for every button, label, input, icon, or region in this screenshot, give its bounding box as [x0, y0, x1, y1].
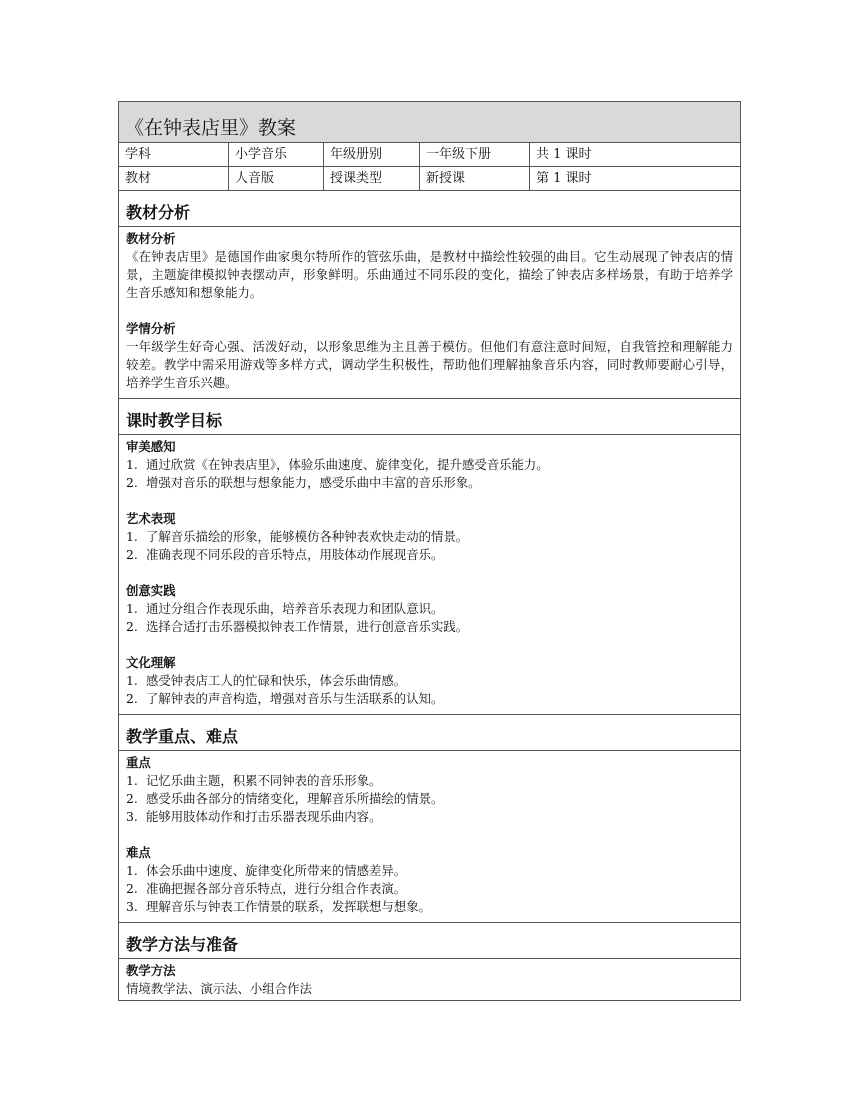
- info-row-1: [119, 143, 740, 167]
- info-cell: 学科: [119, 143, 229, 166]
- subsection-title: 文化理解: [126, 655, 176, 670]
- section-body-goals: [119, 435, 740, 715]
- subsection-title: 艺术表现: [126, 511, 176, 526]
- list-item: 2. 增强对音乐的联想与想象能力，感受乐曲中丰富的音乐形象。: [126, 475, 481, 490]
- section-heading-methods: [119, 923, 740, 959]
- info-cell: 第 1 课时: [536, 171, 592, 186]
- list-item: 3. 能够用肢体动作和打击乐器表现乐曲内容。: [126, 809, 382, 824]
- page-title: 《在钟表店里》教案: [125, 117, 297, 139]
- info-row-2: [119, 167, 740, 191]
- list-item: 2. 感受乐曲各部分的情绪变化，理解音乐所描绘的情景。: [126, 791, 444, 806]
- list-item: 1. 记忆乐曲主题，积累不同钟表的音乐形象。: [126, 773, 382, 788]
- subsection-title: 难点: [126, 845, 151, 860]
- lesson-plan-table: [118, 101, 741, 1001]
- title-bar: [119, 102, 740, 143]
- section-title: 教学方法与准备: [126, 935, 239, 954]
- paragraph: 《在钟表店里》是德国作曲家奥尔特所作的管弦乐曲，是教材中描绘性较强的曲目。它生动展现了钟表店的情景，主题旋律模拟钟表摆动声，形象鲜明。乐曲通过不同乐段的变化，描绘了钟表店多样场景，有助于培养学生音乐感知和想象能力。: [126, 249, 733, 300]
- section-title: 教材分析: [126, 203, 191, 222]
- subsection-title: 审美感知: [126, 439, 176, 454]
- info-cell: 一年级下册: [420, 143, 530, 166]
- info-cell: 授课类型: [324, 167, 420, 190]
- subsection-title: 教材分析: [126, 231, 176, 246]
- info-cell: 人音版: [229, 167, 324, 190]
- subsection-title: 重点: [126, 755, 151, 770]
- info-cell: 共 1 课时: [536, 147, 592, 162]
- subsection-title: 教学方法: [126, 963, 176, 978]
- list-item: 2. 了解钟表的声音构造，增强对音乐与生活联系的认知。: [126, 691, 444, 706]
- section-body-key-points: [119, 751, 740, 923]
- section-title: 教学重点、难点: [126, 727, 239, 746]
- info-cell: 小学音乐: [229, 143, 324, 166]
- list-item: 3. 理解音乐与钟表工作情景的联系，发挥联想与想象。: [126, 899, 431, 914]
- list-item: 1. 了解音乐描绘的形象，能够模仿各种钟表欢快走动的情景。: [126, 529, 469, 544]
- list-item: 1. 体会乐曲中速度、旋律变化所带来的情感差异。: [126, 863, 407, 878]
- subsection-title: 学情分析: [126, 321, 176, 336]
- section-heading-analysis: [119, 191, 740, 227]
- info-cell: 新授课: [420, 167, 530, 190]
- section-heading-goals: [119, 399, 740, 435]
- list-item: 1. 通过欣赏《在钟表店里》，体验乐曲速度、旋律变化，提升感受音乐能力。: [126, 457, 549, 472]
- list-item: 2. 准确把握各部分音乐特点，进行分组合作表演。: [126, 881, 407, 896]
- paragraph: 一年级学生好奇心强、活泼好动，以形象思维为主且善于模仿。但他们有意注意时间短，自我管控和理解能力较差。教学中需采用游戏等多样方式，调动学生积极性，帮助他们理解抽象音乐内容，同时教师要耐心引导，培养学生音乐兴趣。: [126, 339, 733, 390]
- subsection-title: 创意实践: [126, 583, 176, 598]
- section-body-analysis: [119, 227, 740, 399]
- section-title: 课时教学目标: [126, 411, 223, 430]
- info-cell: 教材: [119, 167, 229, 190]
- list-item: 2. 选择合适打击乐器模拟钟表工作情景，进行创意音乐实践。: [126, 619, 469, 634]
- section-heading-key-points: [119, 715, 740, 751]
- list-item: 2. 准确表现不同乐段的音乐特点，用肢体动作展现音乐。: [126, 547, 444, 562]
- info-cell: 年级册别: [324, 143, 420, 166]
- list-item: 1. 通过分组合作表现乐曲，培养音乐表现力和团队意识。: [126, 601, 444, 616]
- list-item: 1. 感受钟表店工人的忙碌和快乐，体会乐曲情感。: [126, 673, 407, 688]
- paragraph: 情境教学法、演示法、小组合作法: [126, 981, 312, 996]
- section-body-methods: [119, 959, 740, 1000]
